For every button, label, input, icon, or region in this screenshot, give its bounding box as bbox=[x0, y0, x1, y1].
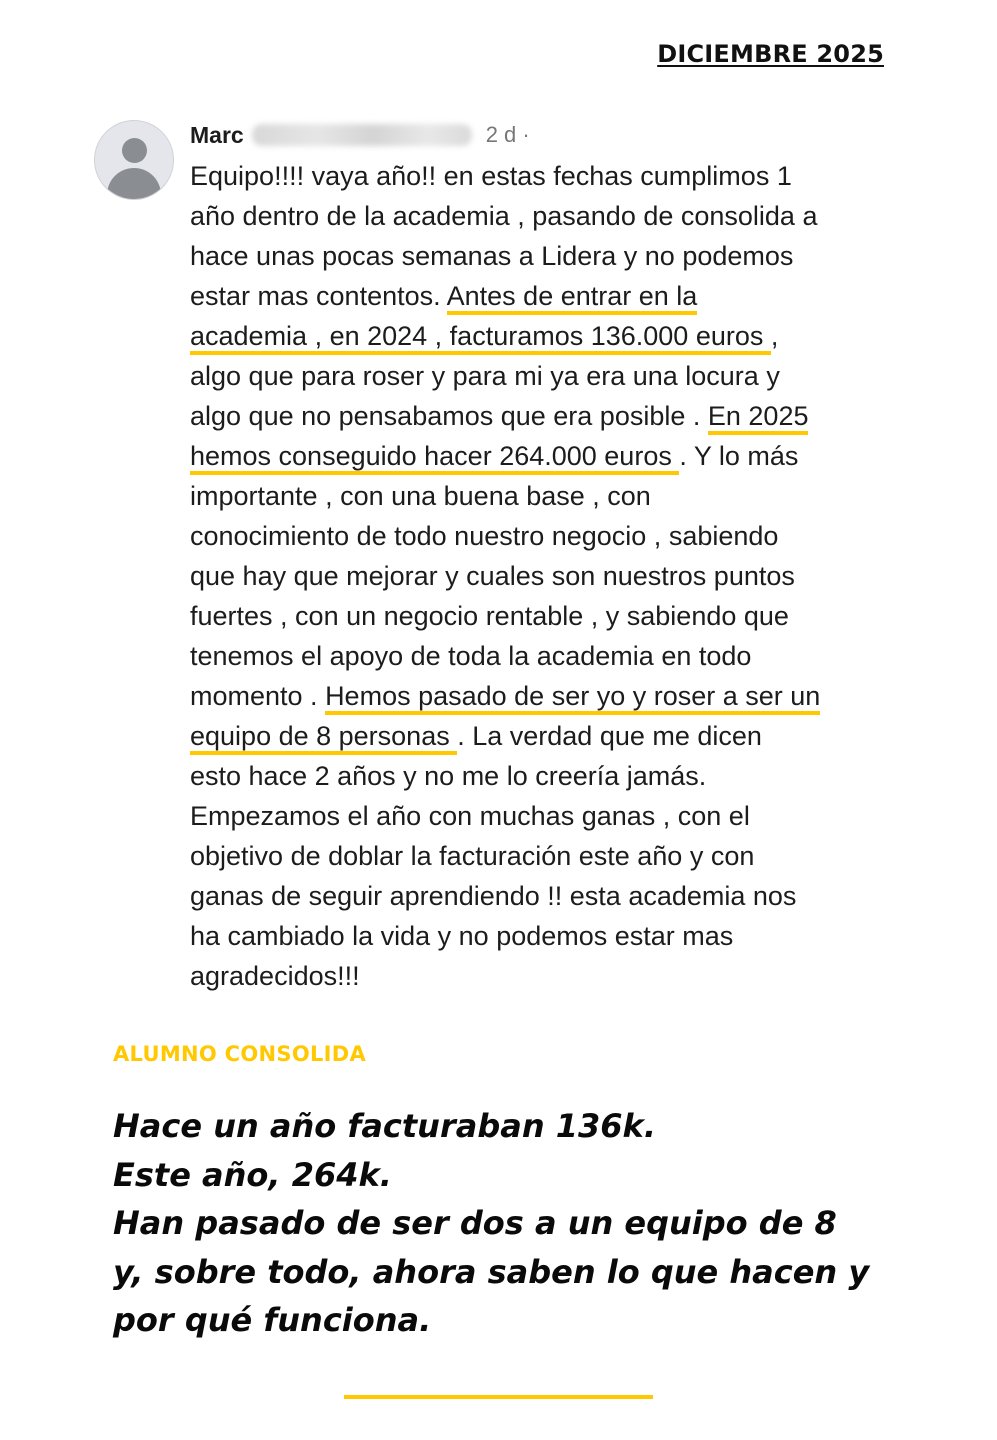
post-text: conocimiento de todo nuestro negocio , sabiendo bbox=[190, 521, 779, 551]
accent-divider bbox=[344, 1395, 653, 1399]
post-line bbox=[190, 396, 920, 436]
post-text: , bbox=[770, 321, 779, 351]
post-line bbox=[190, 516, 920, 556]
post-text: Empezamos el año con muchas ganas , con el bbox=[190, 801, 750, 831]
author-name: Marc bbox=[190, 121, 244, 148]
summary-line: Han pasado de ser dos a un equipo de 8 bbox=[113, 1204, 837, 1242]
date-heading: DICIEMBRE 2025 bbox=[657, 40, 884, 68]
post-text: algo que para roser y para mi ya era una locura y bbox=[190, 361, 780, 391]
post-text: estar mas contentos. bbox=[190, 281, 447, 311]
summary-line: Este año, 264k. bbox=[113, 1155, 392, 1194]
post-header bbox=[190, 120, 530, 150]
post-text: fuertes , con un negocio rentable , y sabiendo que bbox=[190, 601, 789, 631]
post-line bbox=[190, 476, 920, 516]
post-line bbox=[190, 836, 920, 876]
summary-text bbox=[113, 1102, 913, 1345]
post-text: algo que no pensabamos que era posible . bbox=[190, 401, 708, 431]
post-line bbox=[190, 276, 920, 316]
post-line bbox=[190, 596, 920, 636]
post-text: tenemos el apoyo de toda la academia en todo bbox=[190, 641, 752, 671]
post-text: momento . bbox=[190, 681, 326, 711]
post-line bbox=[190, 316, 920, 356]
post-text: objetivo de doblar la facturación este año y con bbox=[190, 841, 755, 871]
post-line bbox=[190, 236, 920, 276]
post-line bbox=[190, 556, 920, 596]
blurred-surname bbox=[252, 124, 472, 146]
post-text: agradecidos!!! bbox=[190, 961, 360, 991]
default-user-avatar-icon bbox=[94, 120, 174, 200]
highlighted-text: hemos conseguido hacer 264.000 euros bbox=[190, 441, 679, 475]
post-line bbox=[190, 676, 920, 716]
avatar-head-shape bbox=[122, 138, 147, 163]
post-text: . La verdad que me dicen bbox=[457, 721, 762, 751]
post-line bbox=[190, 916, 920, 956]
post-text: Equipo!!!! vaya año!! en estas fechas cumplimos 1 bbox=[190, 161, 792, 191]
highlighted-text: academia , en 2024 , facturamos 136.000 euros bbox=[190, 321, 771, 355]
post-line bbox=[190, 956, 920, 996]
post-text: año dentro de la academia , pasando de consolida a bbox=[190, 201, 818, 231]
student-tier-label: ALUMNO CONSOLIDA bbox=[113, 1042, 367, 1066]
summary-line: y, sobre todo, ahora saben lo que hacen y bbox=[113, 1252, 870, 1291]
post-line bbox=[190, 796, 920, 836]
highlighted-text: En 2025 bbox=[708, 401, 809, 435]
post-text: importante , con una buena base , con bbox=[190, 481, 651, 511]
post-text: esto hace 2 años y no me lo creería jamás. bbox=[190, 761, 707, 791]
post-text: ha cambiado la vida y no podemos estar mas bbox=[190, 921, 734, 951]
post-text: . Y lo más bbox=[679, 441, 799, 471]
highlighted-text: Antes de entrar en la bbox=[447, 281, 698, 315]
highlighted-text: equipo de 8 personas bbox=[190, 721, 457, 755]
avatar-body-shape bbox=[107, 168, 161, 200]
post-line bbox=[190, 356, 920, 396]
summary-line: Hace un año facturaban 136k. bbox=[113, 1107, 656, 1145]
post-line bbox=[190, 876, 920, 916]
post-timestamp: 2 d · bbox=[485, 122, 530, 147]
post-text: que hay que mejorar y cuales son nuestros puntos bbox=[190, 561, 795, 591]
post-line bbox=[190, 716, 920, 756]
post-line bbox=[190, 196, 920, 236]
post-text: hace unas pocas semanas a Lidera y no podemos bbox=[190, 241, 794, 271]
post-line bbox=[190, 436, 920, 476]
post-line bbox=[190, 756, 920, 796]
highlighted-text: Hemos pasado de ser yo y roser a ser un bbox=[325, 681, 820, 715]
summary-line: por qué funciona. bbox=[113, 1301, 432, 1339]
post-line bbox=[190, 636, 920, 676]
post-text: ganas de seguir aprendiendo !! esta academia nos bbox=[190, 881, 797, 911]
post-body bbox=[190, 156, 920, 996]
post-line bbox=[190, 156, 920, 196]
